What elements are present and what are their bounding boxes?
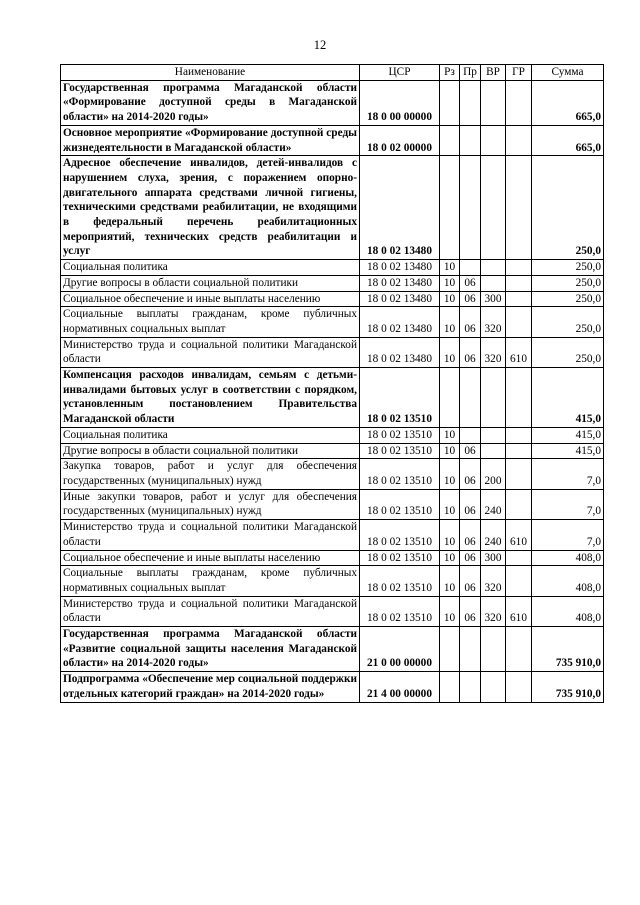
cell-gr — [506, 156, 532, 260]
cell-gr — [506, 672, 532, 702]
header-vr: ВР — [481, 65, 506, 81]
cell-rz: 10 — [440, 307, 460, 337]
cell-sum: 735 910,0 — [532, 672, 604, 702]
cell-sum: 250,0 — [532, 337, 604, 367]
cell-gr: 610 — [506, 337, 532, 367]
table-row — [61, 156, 604, 260]
table-row — [61, 627, 604, 672]
cell-pr — [460, 427, 481, 443]
cell-name: Основное мероприятие «Формирование доступной среды жизнедеятельности в Магаданской области» — [61, 125, 360, 155]
cell-sum: 665,0 — [532, 80, 604, 125]
cell-rz: 10 — [440, 520, 460, 550]
cell-rz: 10 — [440, 427, 460, 443]
cell-sum: 408,0 — [532, 596, 604, 626]
cell-vr: 320 — [481, 596, 506, 626]
table-row — [61, 672, 604, 702]
cell-csr: 18 0 02 13480 — [360, 337, 440, 367]
cell-rz: 10 — [440, 260, 460, 276]
cell-sum: 665,0 — [532, 125, 604, 155]
cell-csr: 18 0 02 13510 — [360, 368, 440, 428]
cell-pr: 06 — [460, 307, 481, 337]
cell-csr: 21 0 00 00000 — [360, 627, 440, 672]
cell-gr — [506, 627, 532, 672]
cell-vr — [481, 427, 506, 443]
cell-csr: 21 4 00 00000 — [360, 672, 440, 702]
cell-pr: 06 — [460, 596, 481, 626]
cell-csr: 18 0 02 13480 — [360, 156, 440, 260]
cell-name: Компенсация расходов инвалидам, семьям с детьми-инвалидами бытовых услуг в соответствии с порядком, установленным постановлением Правительства Магаданской области — [61, 368, 360, 428]
header-name: Наименование — [61, 65, 360, 81]
cell-name: Социальная политика — [61, 427, 360, 443]
cell-pr — [460, 368, 481, 428]
table-row — [61, 125, 604, 155]
cell-gr: 610 — [506, 596, 532, 626]
cell-csr: 18 0 02 13510 — [360, 459, 440, 489]
cell-sum: 415,0 — [532, 368, 604, 428]
cell-pr: 06 — [460, 459, 481, 489]
cell-vr — [481, 260, 506, 276]
cell-pr: 06 — [460, 550, 481, 566]
cell-vr: 320 — [481, 337, 506, 367]
cell-vr: 300 — [481, 291, 506, 307]
cell-sum: 408,0 — [532, 550, 604, 566]
cell-gr — [506, 566, 532, 596]
cell-vr — [481, 156, 506, 260]
cell-csr: 18 0 02 00000 — [360, 125, 440, 155]
cell-csr: 18 0 02 13510 — [360, 520, 440, 550]
cell-vr — [481, 368, 506, 428]
cell-name: Социальные выплаты гражданам, кроме публичных нормативных социальных выплат — [61, 307, 360, 337]
cell-pr: 06 — [460, 566, 481, 596]
table-row — [61, 291, 604, 307]
cell-name: Адресное обеспечение инвалидов, детей-инвалидов с нарушением слуха, зрения, с поражением опорно-двигательного аппарата средствами личной гигиены, техническими средствами реабилитации, не входящими в федеральный перечень реабилитационных мероприятий, технических средств реабилитации и услуг — [61, 156, 360, 260]
cell-gr — [506, 489, 532, 519]
table-row — [61, 459, 604, 489]
table-row — [61, 596, 604, 626]
cell-gr — [506, 125, 532, 155]
cell-pr: 06 — [460, 489, 481, 519]
cell-rz — [440, 627, 460, 672]
cell-rz — [440, 368, 460, 428]
table-row — [61, 337, 604, 367]
table-row — [61, 427, 604, 443]
cell-vr: 320 — [481, 566, 506, 596]
page-number: 12 — [313, 38, 327, 52]
cell-rz: 10 — [440, 275, 460, 291]
cell-sum: 250,0 — [532, 260, 604, 276]
cell-rz: 10 — [440, 459, 460, 489]
cell-name: Закупка товаров, работ и услуг для обеспечения государственных (муниципальных) нужд — [61, 459, 360, 489]
cell-name: Подпрограмма «Обеспечение мер социальной поддержки отдельных категорий граждан» на 2014-2020 годы» — [61, 672, 360, 702]
cell-rz: 10 — [440, 489, 460, 519]
cell-sum: 7,0 — [532, 489, 604, 519]
cell-name: Социальное обеспечение и иные выплаты населению — [61, 291, 360, 307]
cell-sum: 7,0 — [532, 459, 604, 489]
cell-pr: 06 — [460, 443, 481, 459]
cell-pr — [460, 125, 481, 155]
cell-name: Социальные выплаты гражданам, кроме публичных нормативных социальных выплат — [61, 566, 360, 596]
cell-rz: 10 — [440, 596, 460, 626]
cell-sum: 250,0 — [532, 291, 604, 307]
cell-csr: 18 0 02 13510 — [360, 489, 440, 519]
cell-vr: 200 — [481, 459, 506, 489]
cell-csr: 18 0 02 13510 — [360, 566, 440, 596]
cell-csr: 18 0 02 13480 — [360, 307, 440, 337]
cell-csr: 18 0 02 13510 — [360, 550, 440, 566]
cell-rz: 10 — [440, 291, 460, 307]
cell-name: Министерство труда и социальной политики Магаданской области — [61, 520, 360, 550]
cell-pr — [460, 156, 481, 260]
table-body — [61, 80, 604, 702]
cell-sum: 250,0 — [532, 156, 604, 260]
table-row — [61, 260, 604, 276]
cell-sum: 7,0 — [532, 520, 604, 550]
table-row — [61, 80, 604, 125]
cell-sum: 250,0 — [532, 275, 604, 291]
table-row — [61, 307, 604, 337]
cell-gr — [506, 368, 532, 428]
cell-vr — [481, 672, 506, 702]
cell-name: Государственная программа Магаданской области «Формирование доступной среды в Магаданской области» на 2014-2020 годы» — [61, 80, 360, 125]
cell-vr — [481, 80, 506, 125]
cell-pr: 06 — [460, 275, 481, 291]
cell-vr: 300 — [481, 550, 506, 566]
header-csr: ЦСР — [360, 65, 440, 81]
cell-rz — [440, 80, 460, 125]
cell-pr — [460, 627, 481, 672]
cell-csr: 18 0 02 13510 — [360, 443, 440, 459]
header-sum: Сумма — [532, 65, 604, 81]
table-row — [61, 566, 604, 596]
header-rz: Рз — [440, 65, 460, 81]
cell-csr: 18 0 02 13480 — [360, 291, 440, 307]
cell-gr — [506, 307, 532, 337]
table-header-row — [61, 65, 604, 81]
cell-vr: 320 — [481, 307, 506, 337]
cell-vr: 240 — [481, 520, 506, 550]
cell-pr — [460, 260, 481, 276]
cell-gr — [506, 459, 532, 489]
cell-csr: 18 0 02 13480 — [360, 260, 440, 276]
cell-name: Другие вопросы в области социальной политики — [61, 443, 360, 459]
header-pr: Пр — [460, 65, 481, 81]
cell-gr — [506, 550, 532, 566]
cell-gr: 610 — [506, 520, 532, 550]
cell-gr — [506, 291, 532, 307]
cell-gr — [506, 443, 532, 459]
cell-name: Министерство труда и социальной политики Магаданской области — [61, 337, 360, 367]
cell-name: Министерство труда и социальной политики Магаданской области — [61, 596, 360, 626]
cell-pr — [460, 80, 481, 125]
cell-csr: 18 0 02 13480 — [360, 275, 440, 291]
cell-gr — [506, 260, 532, 276]
table-row — [61, 489, 604, 519]
cell-sum: 415,0 — [532, 427, 604, 443]
cell-name: Иные закупки товаров, работ и услуг для обеспечения государственных (муниципальных) нужд — [61, 489, 360, 519]
cell-vr — [481, 627, 506, 672]
cell-name: Государственная программа Магаданской области «Развитие социальной защиты населения Магаданской области» на 2014-2020 годы» — [61, 627, 360, 672]
table-row — [61, 443, 604, 459]
cell-rz: 10 — [440, 566, 460, 596]
cell-csr: 18 0 02 13510 — [360, 596, 440, 626]
cell-rz: 10 — [440, 443, 460, 459]
cell-pr: 06 — [460, 520, 481, 550]
cell-vr — [481, 275, 506, 291]
cell-name: Другие вопросы в области социальной политики — [61, 275, 360, 291]
cell-name: Социальное обеспечение и иные выплаты населению — [61, 550, 360, 566]
cell-rz: 10 — [440, 337, 460, 367]
table-row — [61, 520, 604, 550]
cell-rz — [440, 672, 460, 702]
cell-sum: 415,0 — [532, 443, 604, 459]
cell-sum: 735 910,0 — [532, 627, 604, 672]
cell-sum: 408,0 — [532, 566, 604, 596]
cell-gr — [506, 427, 532, 443]
cell-name: Социальная политика — [61, 260, 360, 276]
cell-pr: 06 — [460, 337, 481, 367]
cell-rz — [440, 125, 460, 155]
table-row — [61, 368, 604, 428]
cell-rz — [440, 156, 460, 260]
cell-csr: 18 0 00 00000 — [360, 80, 440, 125]
cell-gr — [506, 80, 532, 125]
cell-vr — [481, 443, 506, 459]
cell-rz: 10 — [440, 550, 460, 566]
table-row — [61, 275, 604, 291]
cell-vr: 240 — [481, 489, 506, 519]
cell-pr — [460, 672, 481, 702]
header-gr: ГР — [506, 65, 532, 81]
budget-table — [60, 64, 604, 703]
table-row — [61, 550, 604, 566]
cell-sum: 250,0 — [532, 307, 604, 337]
cell-vr — [481, 125, 506, 155]
cell-pr: 06 — [460, 291, 481, 307]
cell-gr — [506, 275, 532, 291]
cell-csr: 18 0 02 13510 — [360, 427, 440, 443]
